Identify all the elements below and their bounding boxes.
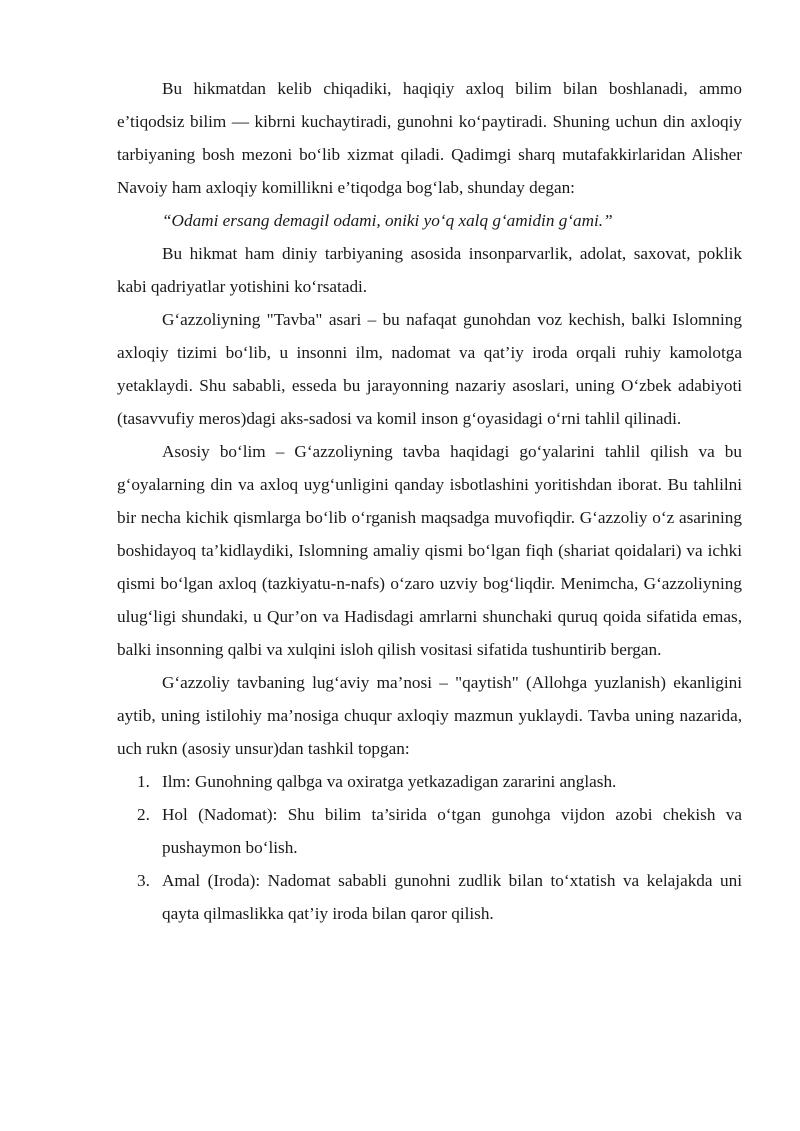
list-item-text: Ilm: Gunohning qalbga va oxiratga yetkazadigan zararini anglash. xyxy=(162,772,617,791)
list-item xyxy=(117,798,742,864)
paragraph: Bu hikmatdan kelib chiqadiki, haqiqiy axloq bilim bilan boshlanadi, ammo e’tiqodsiz bilim — kibrni kuchaytiradi, gunohni ko‘paytiradi. Shuning uchun din axloqiy tarbiyaning bosh mezoni bo‘lib xizmat qiladi. Qadimgi sharq mutafakkirlaridan Alisher Navoiy ham axloqiy komillikni e’tiqodga bog‘lab, shunday degan: xyxy=(117,79,742,197)
paragraph: G‘azzoliyning "Tavba" asari – bu nafaqat gunohdan voz kechish, balki Islomning axloqiy tizimi bo‘lib, u insonni ilm, nadomat va qat’iy iroda orqali ruhiy kamolotga yetaklaydi. Shu sababli, esseda bu jarayonning nazariy asoslari, uning O‘zbek adabiyoti (tasavvufiy meros)dagi aks-sadosi va komil inson g‘oyasidagi o‘rni tahlil qilinadi. xyxy=(117,310,742,428)
list-item-text: Amal (Iroda): Nadomat sababli gunohni zudlik bilan to‘xtatish va kelajakda uni qayta qilmaslikka qat’iy iroda bilan qaror qilish. xyxy=(162,871,742,923)
quote-paragraph: “Odami ersang demagil odami, oniki yo‘q xalq g‘amidin g‘ami.” xyxy=(162,211,613,230)
paragraph: Bu hikmat ham diniy tarbiyaning asosida insonparvarlik, adolat, saxovat, poklik kabi qadriyatlar yotishini ko‘rsatadi. xyxy=(117,244,742,296)
list-item xyxy=(117,864,742,930)
list-item xyxy=(117,765,742,798)
numbered-list xyxy=(117,765,742,930)
list-item-number: 3. xyxy=(137,871,150,890)
list-item-text: Hol (Nadomat): Shu bilim ta’sirida o‘tgan gunohga vijdon azobi chekish va pushaymon bo‘lish. xyxy=(162,805,742,857)
list-item-number: 1. xyxy=(137,772,150,791)
list-item-number: 2. xyxy=(137,805,150,824)
paragraph: G‘azzoliy tavbaning lug‘aviy ma’nosi – "qaytish" (Allohga yuzlanish) ekanligini aytib, uning istilohiy ma’nosiga chuqur axloqiy mazmun yuklaydi. Tavba uning nazarida, uch rukn (asosiy unsur)dan tashkil topgan: xyxy=(117,673,742,758)
paragraph: Asosiy bo‘lim – G‘azzoliyning tavba haqidagi go‘yalarini tahlil qilish va bu g‘oyalarning din va axloq uyg‘unligini qanday isbotlashini yoritishdan iborat. Bu tahlilni bir necha kichik qismlarga bo‘lib o‘rganish maqsadga muvofiqdir. G‘azzoliy o‘z asarining boshidayoq ta’kidlaydiki, Islomning amaliy qismi bo‘lgan fiqh (shariat qoidalari) va ichki qismi bo‘lgan axloq (tazkiyatu-n-nafs) o‘zaro uzviy bog‘liqdir. Menimcha, G‘azzoliyning ulug‘ligi shundaki, u Qur’on va Hadisdagi amrlarni shunchaki quruq qoida sifatida emas, balki insonning qalbi va xulqini isloh qilish vositasi sifatida tushuntirib bergan. xyxy=(117,442,742,659)
